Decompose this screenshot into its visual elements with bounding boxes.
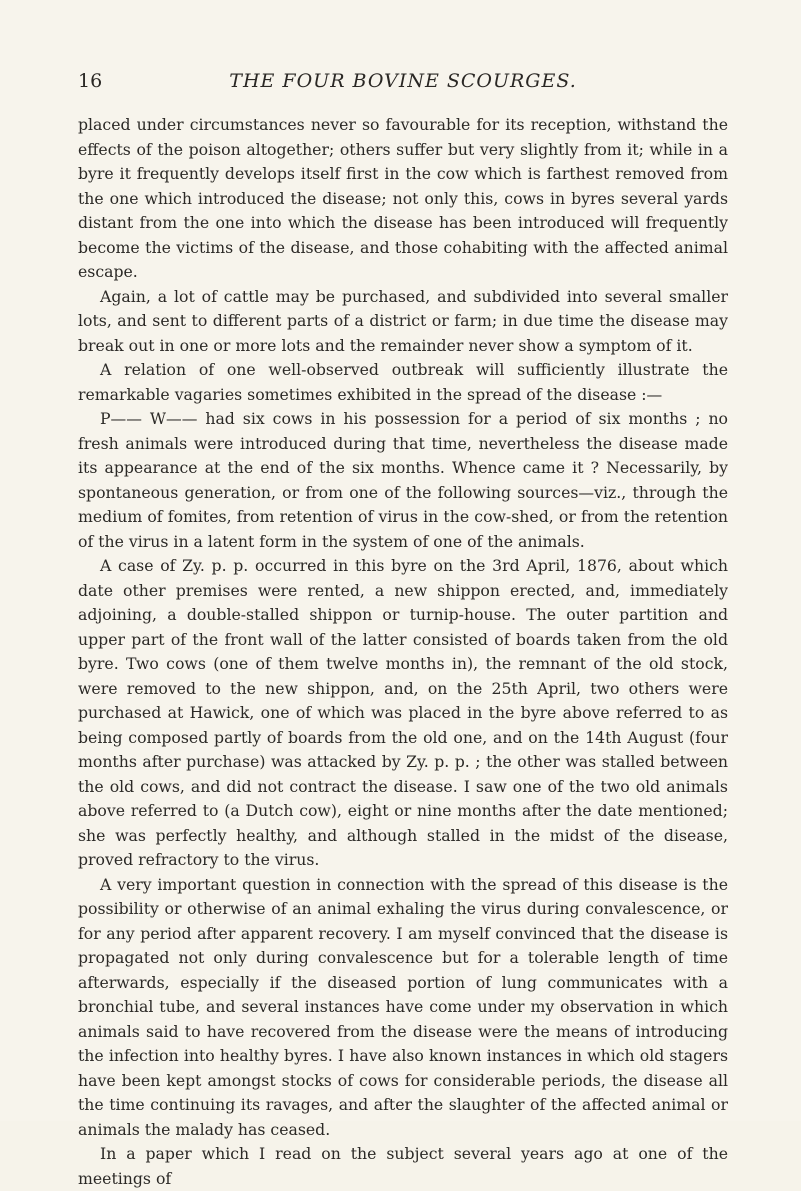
page-number: 16	[78, 70, 103, 92]
paragraph: A case of Zy. p. p. occurred in this byre on the 3rd April, 1876, about which date other premises were rented, a new shippon erected, and, immediately adjoining, a double-stalled shippon or turnip-house. The outer partition and upper part of the front wall of the latter consisted of boards taken from the old byre. Two cows (one of them twelve months in), the remnant of the old stock, were removed to the new shippon, and, on the 25th April, two others were purchased at Hawick, one of which was placed in the byre above referred to as being composed partly of boards from the old one, and on the 14th August (four months after purchase) was attacked by Zy. p. p. ; the other was stalled between the old cows, and did not contract the disease. I saw one of the two old animals above referred to (a Dutch cow), eight or nine months after the date mentioned; she was perfectly healthy, and although stalled in the midst of the disease, proved refractory to the virus.	[78, 556, 728, 869]
paragraph: A relation of one well-observed outbreak will sufficiently illustrate the remarkable vagaries sometimes exhibited in the spread of the disease :—	[78, 360, 728, 404]
running-title: THE FOUR BOVINE SCOURGES.	[229, 70, 577, 92]
paragraph: Again, a lot of cattle may be purchased, and subdivided into several smaller lots, and sent to different parts of a district or farm; in due time the disease may break out in one or more lots and the remainder never show a symptom of it.	[78, 286, 728, 355]
paragraph: A very important question in connection with the spread of this disease is the possibility or otherwise of an animal exhaling the virus during convalescence, or for any period after apparent recovery. I am myself convinced that the disease is propagated not only during convalescence but for a tolerable length of time afterwards, especially if the diseased portion of lung communicates with a bronchial tube, and several instances have come under my observation in which animals said to have recovered from the disease were the means of introducing the infection into healthy byres. I have also known instances in which old stagers have been kept amongst stocks of cows for considerable periods, the disease all the time continuing its ravages, and after the slaughter of the affected animal or animals the malady has ceased.	[78, 874, 728, 1139]
paragraph: In a paper which I read on the subject several years ago at one of the meetings of	[78, 1144, 728, 1188]
running-head	[78, 70, 728, 100]
paragraph: P—— W—— had six cows in his possession for a period of six months ; no fresh animals were introduced during that time, nevertheless the disease made its appearance at the end of the six months. Whence came it ? Necessarily, by spontaneous generation, or from one of the following sources—viz., through the medium of fomites, from retention of virus in the cow-shed, or from the retention of the virus in a latent form in the system of one of the animals.	[78, 409, 728, 551]
paragraph: placed under circumstances never so favourable for its reception, withstand the effects of the poison altogether; others suffer but very slightly from it; while in a byre it frequently develops itself first in the cow which is farthest removed from the one which introduced the disease; not only this, cows in byres several yards distant from the one into which the disease has been introduced will frequently become the victims of the disease, and those cohabiting with the affected animal escape.	[78, 115, 728, 281]
body-text	[78, 113, 728, 1191]
